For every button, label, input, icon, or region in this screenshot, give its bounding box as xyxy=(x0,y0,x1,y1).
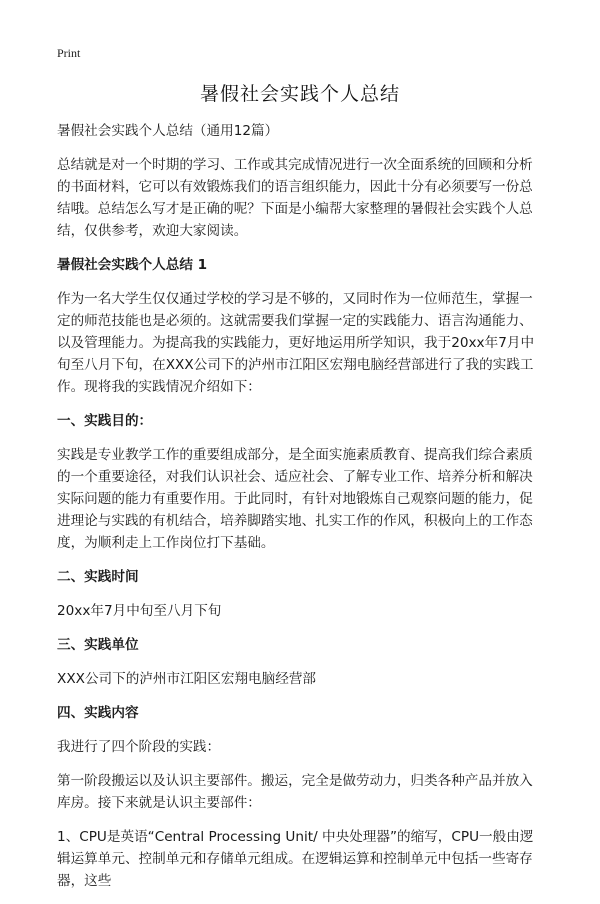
document-subtitle: 暑假社会实践个人总结（通用12篇） xyxy=(57,123,279,139)
content-heading: 四、实践内容 xyxy=(57,705,139,721)
time-paragraph: 20xx年7月中旬至八月下旬 xyxy=(57,603,222,619)
document-body xyxy=(57,120,544,904)
intro-paragraph: 总结就是对一个时期的学习、工作或其完成情况进行一次全面系统的回顾和分析的书面材料，它可以有效锻炼我们的语言组织能力，因此十分有必须要写一份总结哦。总结怎么写才是正确的呢？下面是小编帮大家整理的暑假社会实践个人总结，仅供参考，欢迎大家阅读。 xyxy=(57,157,533,239)
section-paragraph: 作为一名大学生仅仅通过学校的学习是不够的，又同时作为一位师范生，掌握一定的师范技能也是必须的。这就需要我们掌握一定的实践能力、语言沟通能力、以及管理能力。为提高我的实践能力，更好地运用所学知识，我于20xx年7月中旬至八月下旬，在XXX公司下的泸州市江阳区宏翔电脑经营部进行了我的实践工作。现将我的实践情况介绍如下： xyxy=(57,291,535,395)
purpose-paragraph: 实践是专业教学工作的重要组成部分，是全面实施素质教育、提高我们综合素质的一个重要途径，对我们认识社会、适应社会、了解专业工作、培养分析和解决实际问题的能力有重要作用。于此同时，有针对地锻炼自己观察问题的能力，促进理论与实践的有机结合，培养脚踏实地、扎实工作的作风，积极向上的工作态度，为顺利走上工作岗位打下基础。 xyxy=(57,447,533,551)
purpose-heading: 一、实践目的： xyxy=(57,413,153,429)
print-link[interactable]: Print xyxy=(57,46,81,60)
content-paragraph: 我进行了四个阶段的实践： xyxy=(57,739,221,755)
time-heading: 二、实践时间 xyxy=(57,569,139,585)
page-title: 暑假社会实践个人总结 xyxy=(199,83,400,105)
unit-heading: 三、实践单位 xyxy=(57,637,139,653)
unit-paragraph: XXX公司下的泸州市江阳区宏翔电脑经营部 xyxy=(57,671,317,687)
section-heading: 暑假社会实践个人总结 1 xyxy=(57,257,208,273)
content-paragraph: 第一阶段搬运以及认识主要部件。搬运，完全是做劳动力，归类各种产品并放入库房。接下来就是认识主要部件： xyxy=(57,773,533,811)
content-paragraph: 1、CPU是英语“Central Processing Unit/ 中央处理器”的缩写，CPU一般由逻辑运算单元、控制单元和存储单元组成。在逻辑运算和控制单元中包括一些寄存器，这些 xyxy=(57,829,534,889)
